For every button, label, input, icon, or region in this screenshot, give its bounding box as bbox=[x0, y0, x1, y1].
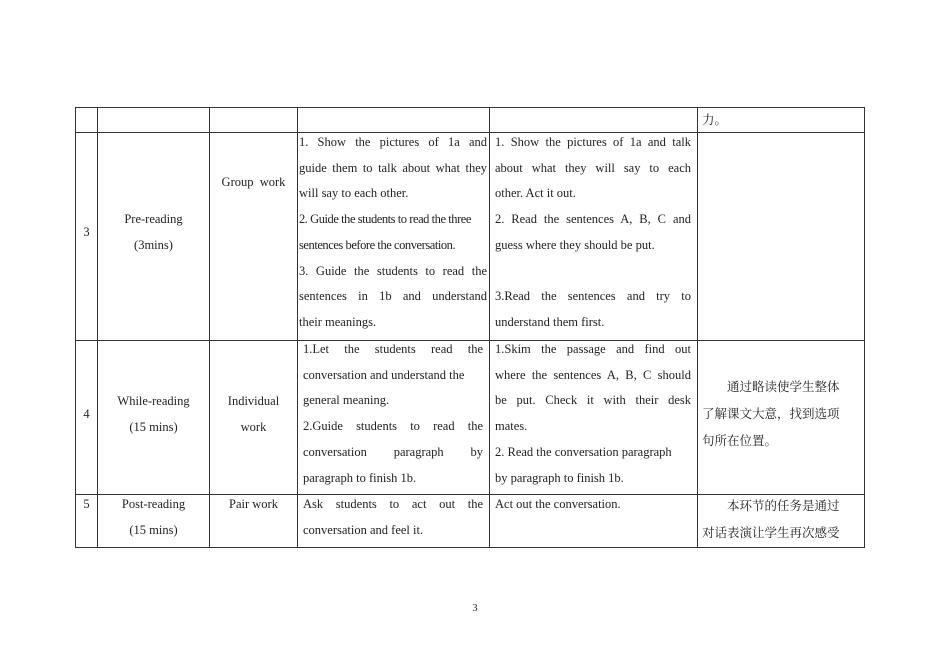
mode-cell: Pair work bbox=[229, 497, 278, 511]
table-border-bottom bbox=[75, 547, 865, 548]
column-divider bbox=[297, 107, 298, 548]
student-activity-line: 2. Read the conversation paragraph bbox=[495, 444, 672, 459]
student-activity-cell bbox=[495, 130, 691, 336]
step-number: 3 bbox=[83, 225, 90, 239]
teacher-activity-line: sentences in 1b and understand bbox=[299, 289, 487, 304]
student-activity-line: mates. bbox=[495, 419, 528, 434]
purpose-cell bbox=[702, 373, 860, 454]
student-activity-line: be put. Check it with their desk bbox=[495, 393, 691, 408]
purpose-line: 通过略读使学生整体 bbox=[727, 379, 840, 394]
student-activity-cell bbox=[495, 337, 691, 491]
teacher-activity-line: conversation paragraph by bbox=[303, 444, 483, 459]
student-activity-line: where the sentences A, B, C should bbox=[495, 367, 691, 382]
mode-cell: Group work bbox=[221, 175, 286, 189]
student-activity-line: understand them first. bbox=[495, 314, 605, 329]
student-activity-line: by paragraph to finish 1b. bbox=[495, 470, 624, 485]
teacher-activity-line: 3. Guide the students to read the bbox=[299, 263, 487, 278]
student-activity-line: 2. Read the sentences A, B, C and bbox=[495, 212, 691, 227]
teacher-activity-line: 2.Guide students to read the bbox=[303, 419, 483, 434]
purpose-line: 对话表演让学生再次感受 bbox=[702, 525, 840, 540]
stage-duration: (15 mins) bbox=[129, 522, 178, 537]
column-divider bbox=[864, 107, 865, 548]
teacher-activity-cell bbox=[303, 337, 483, 491]
column-divider bbox=[75, 107, 76, 548]
column-divider bbox=[697, 107, 698, 548]
mode-label: work bbox=[240, 419, 267, 434]
student-activity-line: 3.Read the sentences and try to bbox=[495, 289, 691, 304]
student-activity-line bbox=[495, 259, 691, 285]
teacher-activity-line: their meanings. bbox=[299, 314, 377, 329]
student-activity-cell bbox=[495, 492, 691, 518]
teacher-activity-line: 1.Let the students read the bbox=[303, 342, 483, 356]
teacher-activity-cell bbox=[299, 130, 487, 336]
mode-cell bbox=[210, 389, 297, 440]
teacher-activity-line: conversation and understand the bbox=[303, 367, 465, 382]
teacher-activity-line: will say to each other. bbox=[299, 186, 409, 201]
student-activity-line: Act out the conversation. bbox=[495, 497, 621, 511]
step-number: 5 bbox=[83, 497, 90, 511]
purpose-line: 句所在位置。 bbox=[702, 433, 778, 448]
purpose-text: 力。 bbox=[702, 112, 728, 127]
column-divider bbox=[489, 107, 490, 548]
student-activity-line: 1. Show the pictures of 1a and talk bbox=[495, 135, 691, 149]
stage-duration: (3mins) bbox=[134, 237, 173, 252]
purpose-line: 了解课文大意，找到选项 bbox=[702, 406, 840, 421]
student-activity-line: guess where they should be put. bbox=[495, 237, 655, 252]
mode-label: Individual bbox=[227, 394, 280, 408]
purpose-cell bbox=[702, 492, 860, 546]
teacher-activity-cell bbox=[303, 492, 483, 543]
stage-cell bbox=[98, 207, 209, 258]
teacher-activity-line: 2. Guide the students to read the three bbox=[299, 212, 471, 227]
stage-label: Post-reading bbox=[121, 497, 186, 511]
teacher-activity-line: general meaning. bbox=[303, 393, 390, 408]
stage-label: Pre-reading bbox=[124, 212, 183, 226]
top-row-purpose-cell bbox=[702, 107, 860, 132]
teacher-activity-line: sentences before the conversation. bbox=[299, 237, 456, 252]
step-number: 4 bbox=[83, 407, 90, 421]
stage-cell bbox=[98, 389, 209, 440]
stage-label: While-reading bbox=[117, 394, 190, 408]
column-divider bbox=[97, 107, 98, 548]
student-activity-line: about what they will say to each bbox=[495, 160, 691, 175]
teacher-activity-line: 1. Show the pictures of 1a and bbox=[299, 135, 487, 149]
purpose-line: 本环节的任务是通过 bbox=[727, 498, 840, 513]
stage-cell bbox=[98, 492, 209, 543]
teacher-activity-line: Ask students to act out the bbox=[303, 497, 483, 511]
student-activity-line: other. Act it out. bbox=[495, 186, 576, 201]
page-number: 3 bbox=[472, 603, 478, 614]
stage-duration: (15 mins) bbox=[129, 419, 178, 434]
student-activity-line: 1.Skim the passage and find out bbox=[495, 342, 691, 356]
teacher-activity-line: paragraph to finish 1b. bbox=[303, 470, 417, 485]
teacher-activity-line: conversation and feel it. bbox=[303, 522, 424, 537]
teacher-activity-line: guide them to talk about what they bbox=[299, 160, 487, 175]
